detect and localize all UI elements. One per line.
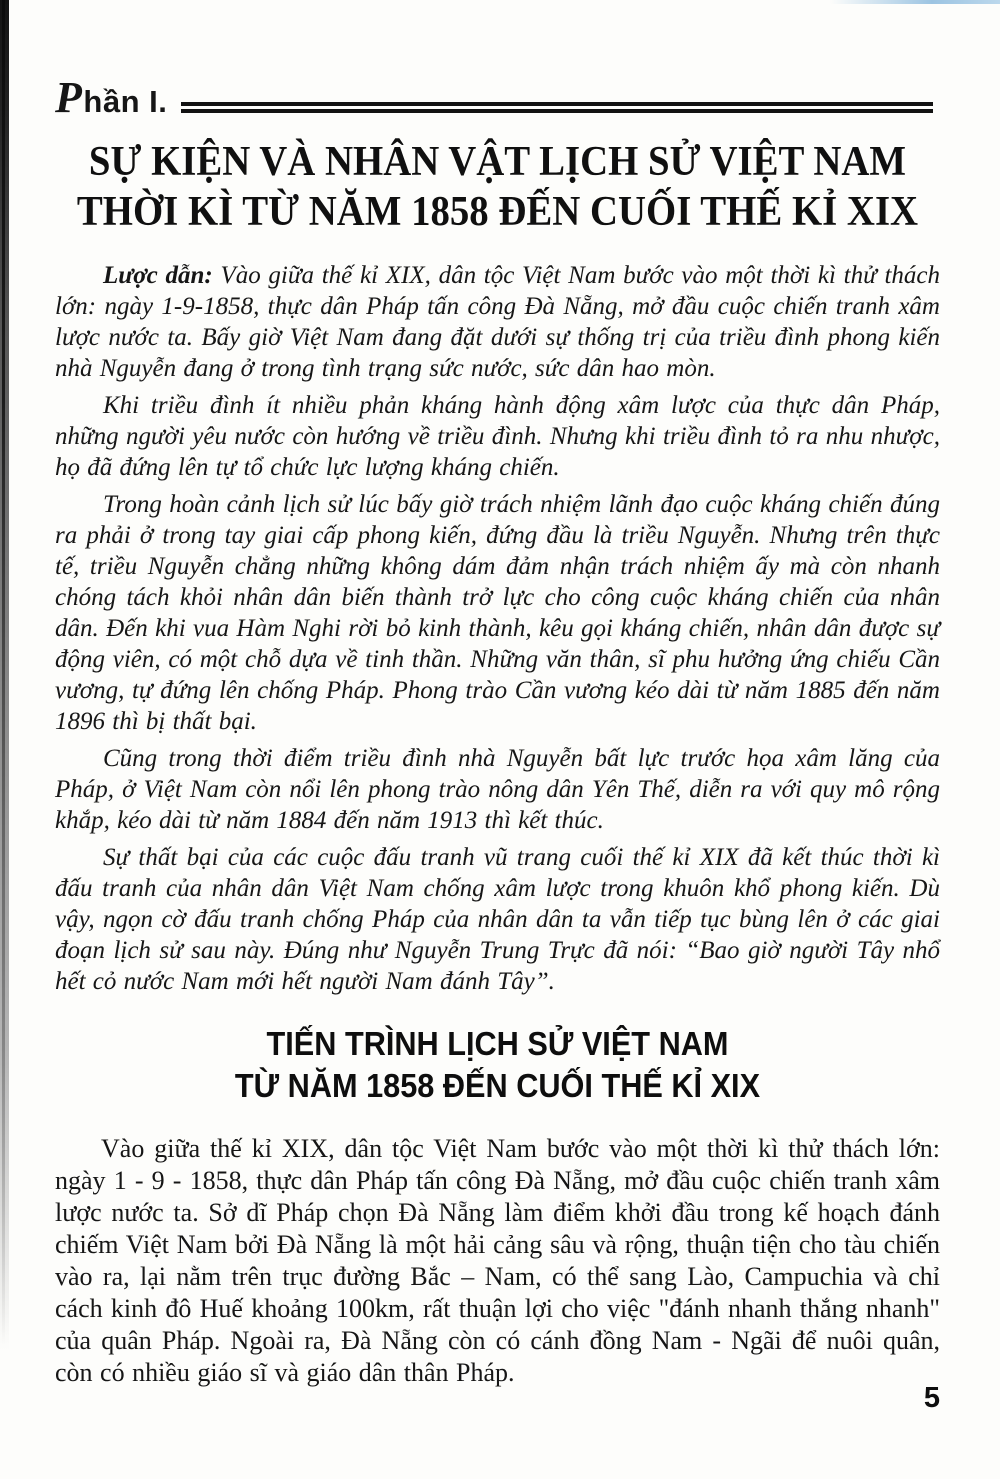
section-heading-line2: TỪ NĂM 1858 ĐẾN CUỐI THẾ KỈ XIX [234, 1067, 761, 1104]
double-rule [181, 102, 933, 113]
page-content [55, 0, 940, 1389]
lead-label: Lược dẫn: [103, 262, 213, 289]
intro-paragraph-lead [55, 260, 940, 384]
lead-text: Vào giữa thế kỉ XIX, dân tộc Việt Nam bước vào một thời kì thử thách lớn: ngày 1-9-1858, thực dân Pháp tấn công Đà Nẵng, mở đầu cuộc chiến tranh xâm lược nước ta. Bấy giờ Việt Nam đang đặt dưới sự thống trị của triều đình phong kiến nhà Nguyễn đang ở trong tình trạng sức nước, sức dân hao mòn. [55, 262, 941, 382]
part-label-initial: P [55, 73, 83, 122]
part-label [55, 73, 168, 122]
page-number: 5 [923, 1382, 940, 1414]
intro-section [55, 260, 940, 997]
intro-paragraph: Trong hoàn cảnh lịch sử lúc bấy giờ trách nhiệm lãnh đạo cuộc kháng chiến đúng ra phải ở trong tay giai cấp phong kiến, đứng đầu là triều Nguyễn. Nhưng trên thực tế, triều Nguyễn chẳng những không dám đảm nhận trách nhiệm ấy mà còn nhanh chóng tách khỏi nhân dân biến thành trở lực cho công cuộc kháng chiến của nhân dân. Đến khi vua Hàm Nghi rời bỏ kinh thành, kêu gọi kháng chiến, nhân dân được sự động viên, có một chỗ dựa về tinh thần. Những văn thân, sĩ phu hưởng ứng chiếu Cần vương, tự đứng lên chống Pháp. Phong trào Cần vương kéo dài từ năm 1885 đến năm 1896 thì bị thất bại. [55, 491, 940, 735]
scan-gutter-line [2, 0, 5, 1345]
intro-paragraph: Sự thất bại của các cuộc đấu tranh vũ trang cuối thế kỉ XIX đã kết thúc thời kì đấu tranh của nhân dân Việt Nam chống xâm lược trong khuôn khổ phong kiến. Dù vậy, ngọn cờ đấu tranh chống Pháp của nhân dân ta vẫn tiếp tục bùng lên ở các giai đoạn lịch sử sau này. Đúng như Nguyễn Trung Trực đã nói: “Bao giờ người Tây nhổ hết cỏ nước Nam mới hết người Nam đánh Tây”. [55, 844, 940, 995]
part-header [55, 73, 940, 122]
part-label-rest: hần I. [83, 84, 168, 119]
page-title-line2: THỜI KÌ TỪ NĂM 1858 ĐẾN CUỐI THẾ KỈ XIX [76, 186, 919, 235]
section-heading-line1: TIẾN TRÌNH LỊCH SỬ VIỆT NAM [266, 1025, 729, 1062]
section-body [55, 1133, 940, 1389]
page-title-line1: SỰ KIỆN VÀ NHÂN VẬT LỊCH SỬ VIỆT NAM [88, 137, 907, 185]
intro-paragraph: Cũng trong thời điểm triều đình nhà Nguyễn bất lực trước họa xâm lăng của Pháp, ở Việt Nam còn nổi lên phong trào nông dân Yên Thế, diễn ra với quy mô rộng khắp, kéo dài từ năm 1884 đến năm 1913 thì kết thúc. [55, 745, 940, 834]
section-heading [86, 1023, 909, 1107]
section-paragraph: Vào giữa thế kỉ XIX, dân tộc Việt Nam bước vào một thời kì thử thách lớn: ngày 1 - 9 - 1858, thực dân Pháp tấn công Đà Nẵng, mở đầu cuộc chiến tranh xâm lược nước ta. Sở dĩ Pháp chọn Đà Nẵng làm điểm khởi đầu trong kế hoạch đánh chiếm Việt Nam bởi Đà Nẵng là một hải cảng sâu và rộng, thuận tiện cho tàu chiến vào ra, lại nằm trên trục đường Bắc – Nam, có thể sang Lào, Campuchia và chỉ cách kinh đô Huế khoảng 100km, rất thuận lợi cho việc "đánh nhanh thắng nhanh" của quân Pháp. Ngoài ra, Đà Nẵng còn có cánh đồng Nam - Ngãi để nuôi quân, còn có nhiều giáo sĩ và giáo dân thân Pháp. [55, 1134, 940, 1387]
page-title [68, 136, 926, 236]
intro-paragraph: Khi triều đình ít nhiều phản kháng hành động xâm lược của thực dân Pháp, những người yêu nước còn hướng về triều đình. Nhưng khi triều đình tỏ ra nhu nhược, họ đã đứng lên tự tổ chức lực lượng kháng chiến. [55, 392, 940, 481]
